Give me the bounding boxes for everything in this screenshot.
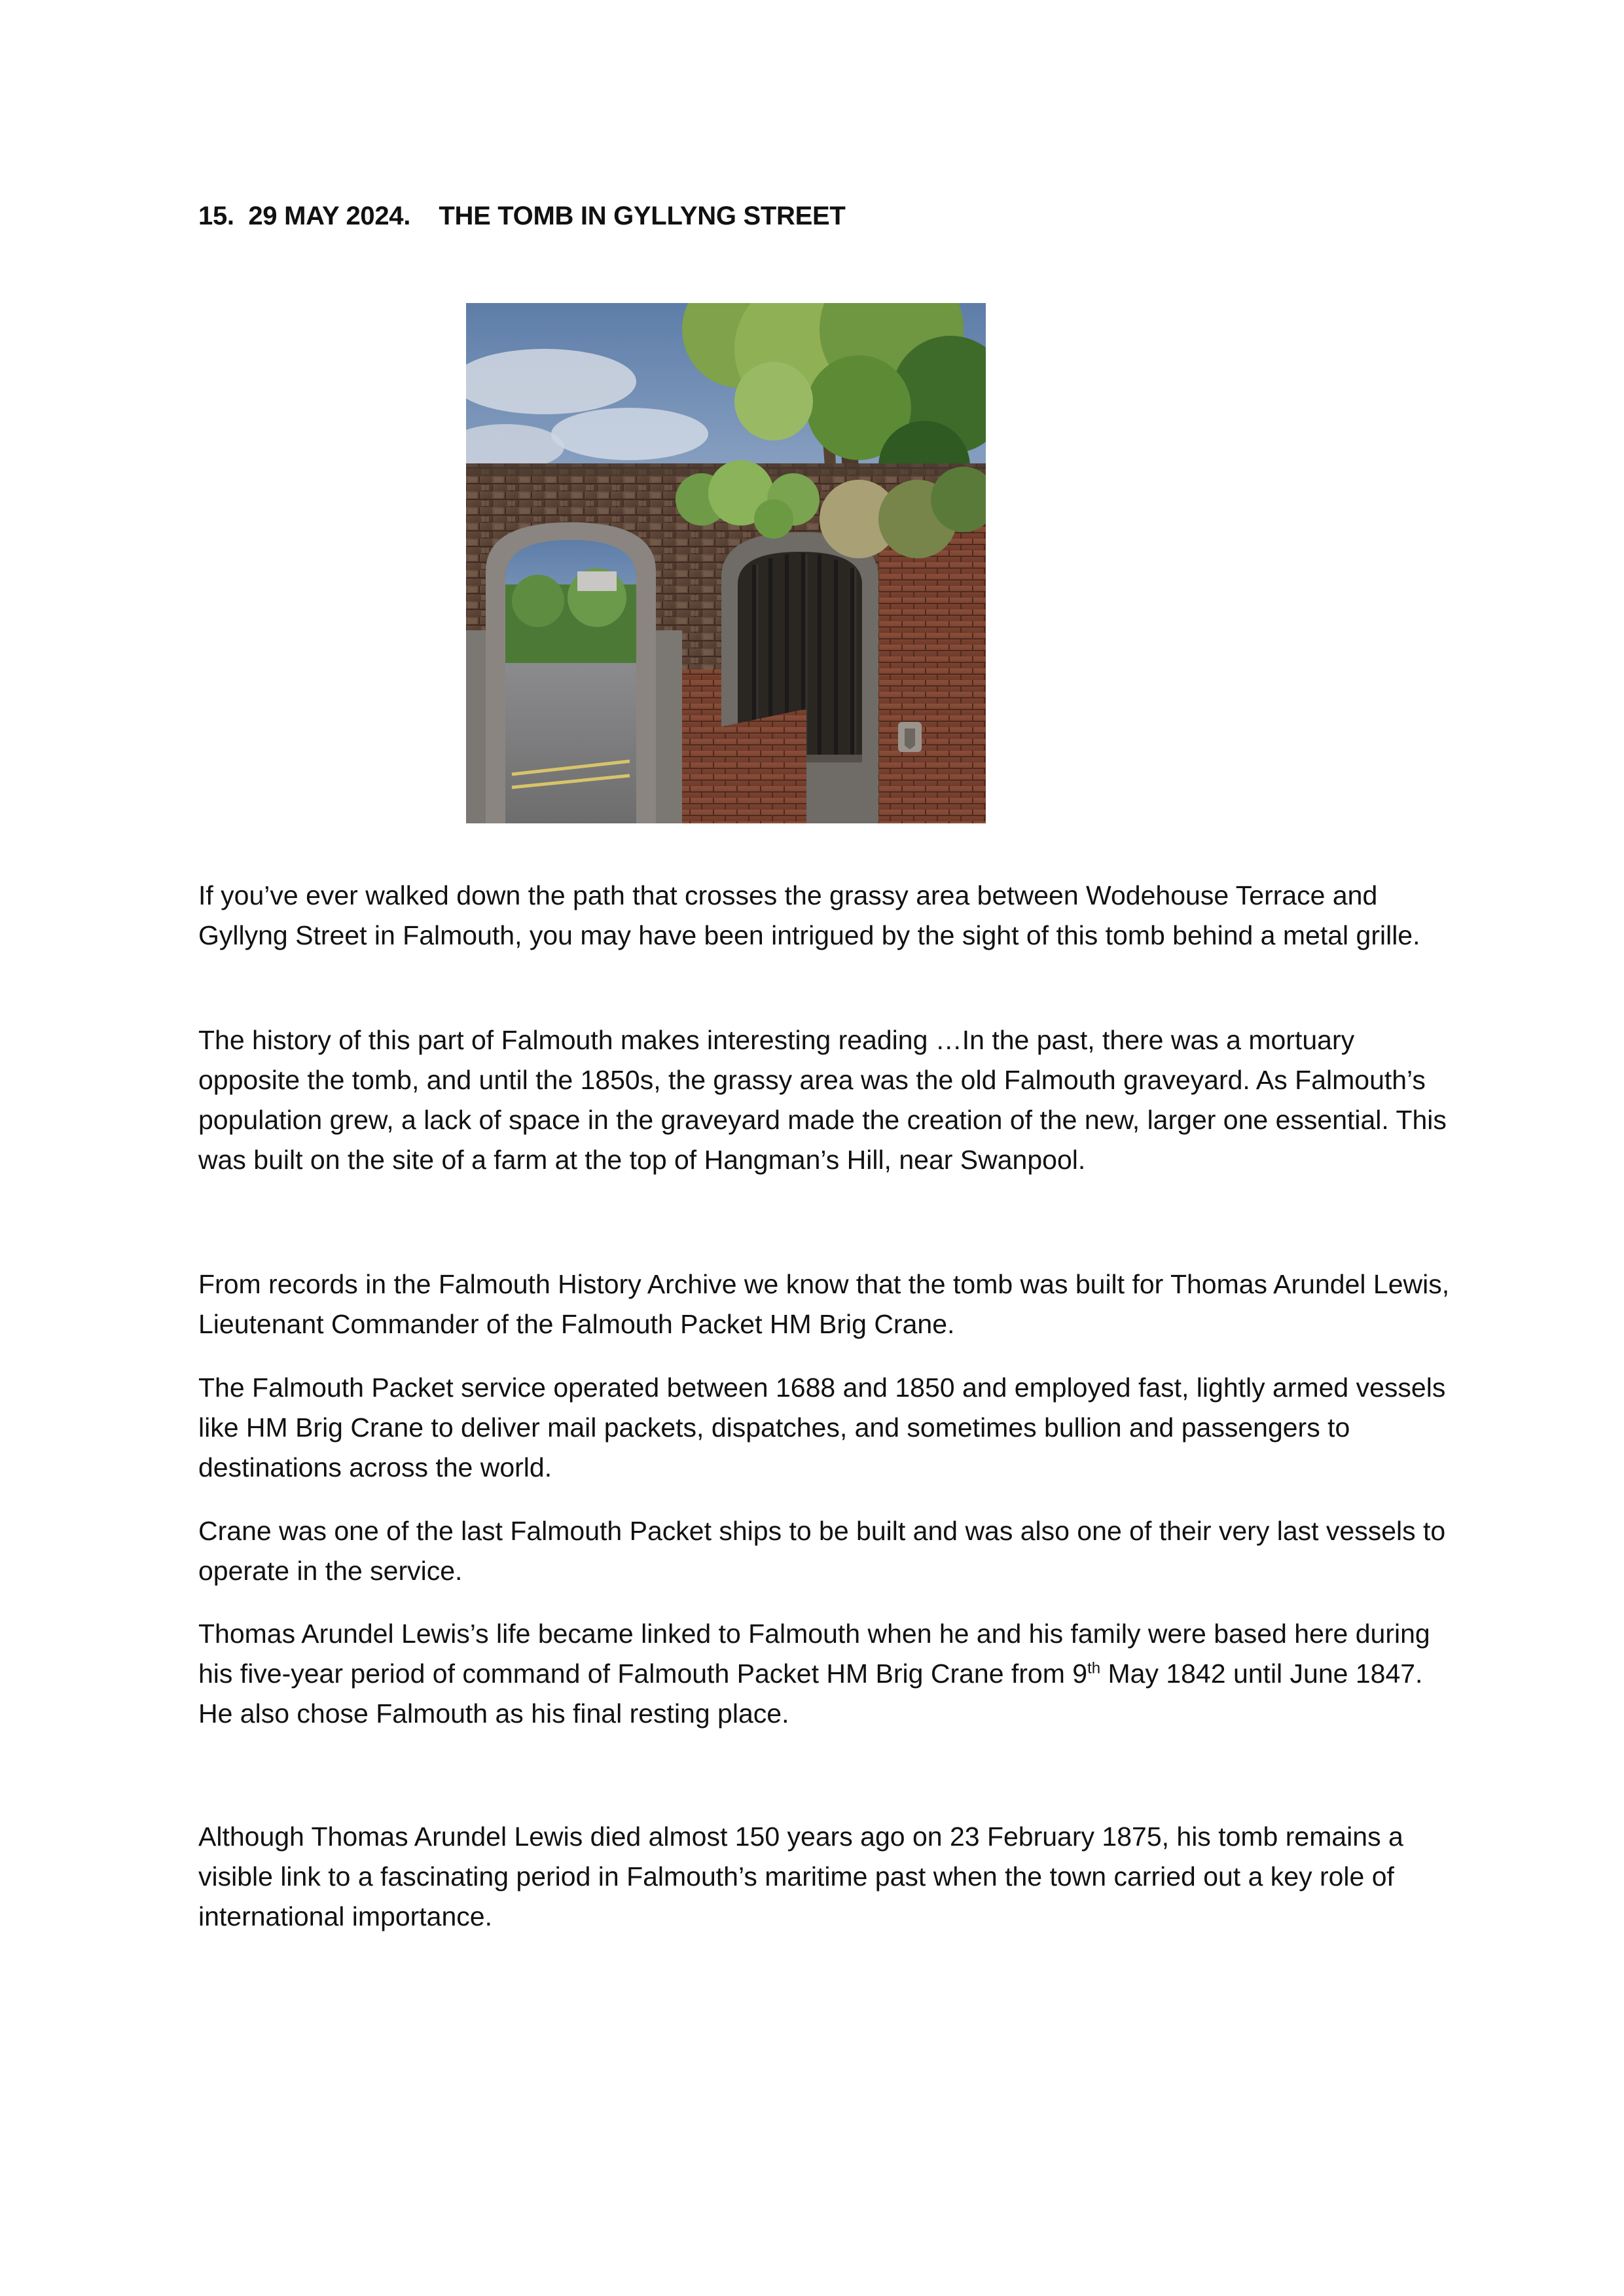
paragraph-2: The history of this part of Falmouth makes interesting reading …In the past, there was a mortuary opposite the tomb, and until the 1850s, the grassy area was the old Falmouth graveyard. As Falmouth’s population grew, a lack of space in the graveyard made the creation of the new, larger one essential. This was built on the site of a farm at the top of Hangman’s Hill, near Swanpool.: [198, 1025, 1447, 1175]
paragraph-1: If you’ve ever walked down the path that crosses the grassy area between Wodehouse Terrace and Gyllyng Street in Falmouth, you may have been intrigued by the sight of this tomb behind a metal grille.: [198, 880, 1420, 950]
paragraph-3: From records in the Falmouth History Archive we know that the tomb was built for Thomas Arundel Lewis, Lieutenant Commander of the Falmouth Packet HM Brig Crane.: [198, 1269, 1450, 1339]
paragraph-6-start: Thomas Arundel Lewis’s life became linked to Falmouth when he and his family were based here during his five-year period of command of Falmouth Packet HM Brig Crane from 9: [198, 1619, 1430, 1689]
tomb-photo: [466, 303, 986, 823]
page-heading: [198, 196, 846, 236]
heading-title: THE TOMB IN GYLLYNG STREET: [439, 202, 846, 230]
heading-number: 15.: [198, 202, 234, 230]
ordinal-suffix: th: [1087, 1659, 1101, 1677]
paragraph-5: Crane was one of the last Falmouth Packet ships to be built and was also one of their very last vessels to operate in the service.: [198, 1516, 1446, 1586]
paragraph-6-end: May 1842 until June 1847. He also chose Falmouth as his final resting place.: [198, 1659, 1423, 1729]
paragraph-6: [198, 1614, 1462, 1734]
paragraph-7: Although Thomas Arundel Lewis died almost 150 years ago on 23 February 1875, his tomb remains a visible link to a fascinating period in Falmouth’s maritime past when the town carried out a key role of international importance.: [198, 1821, 1403, 1931]
paragraph-4: The Falmouth Packet service operated between 1688 and 1850 and employed fast, lightly armed vessels like HM Brig Crane to deliver mail packets, dispatches, and sometimes bullion and passengers to destinations across the world.: [198, 1372, 1446, 1482]
heading-date: 29 MAY 2024.: [248, 202, 411, 230]
